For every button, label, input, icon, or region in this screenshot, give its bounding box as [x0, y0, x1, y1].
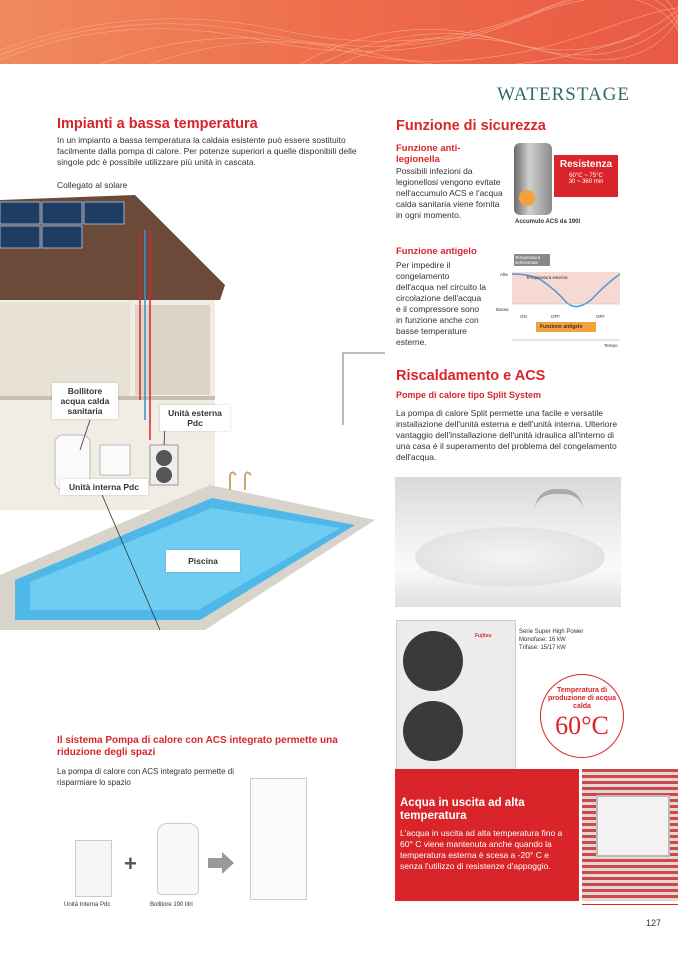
mono-label: Monofase: 16 kW	[519, 637, 566, 643]
hot-water-box	[395, 769, 579, 901]
safety-title: Funzione di sicurezza	[396, 118, 546, 134]
on-label: ON	[520, 314, 527, 319]
outdoor-unit-image	[396, 620, 516, 772]
plus-icon: +	[124, 851, 137, 876]
page-number: 127	[646, 918, 662, 928]
solar-label: Collegato al solare	[57, 180, 128, 190]
temperature-badge	[540, 674, 624, 758]
function-label: Funzione antigelo	[540, 324, 583, 330]
system-text: La pompa di calore con ACS integrato permette di risparmiare lo spazio	[57, 767, 234, 787]
heating-title: Riscaldamento e ACS	[396, 368, 546, 384]
faucet-icon	[535, 489, 583, 514]
resistance-detail-2: 30 ~ 360 min	[568, 179, 604, 185]
frost-image	[582, 769, 678, 901]
fan-top-icon	[403, 631, 463, 691]
arrow-right-icon	[208, 852, 234, 879]
series-label: Serie Super High Power	[519, 629, 584, 635]
brand-logo: WATERSTAGE	[496, 84, 630, 105]
heating-text: La pompa di calore Split permette una facile e versatile installazione dell'unità esterna e dell'unità interna. Ulteriore vantaggio dell'installazione dell'unità idraulica all'interno di una casa è il superamento del problema del congelamento dell'acqua.	[396, 408, 618, 462]
frost-panel	[596, 795, 670, 857]
unit-brand: Fujitsu	[475, 633, 492, 639]
tri-label: Trifase: 15/17 kW	[519, 645, 566, 651]
acs-tank-image	[514, 143, 552, 215]
ext-temp-label: Temperatura esterna	[526, 275, 568, 280]
antifreeze-title: Funzione antigelo	[396, 246, 477, 257]
fan-bottom-icon	[403, 701, 463, 761]
callout-pool: Piscina	[166, 550, 240, 572]
tub-basin	[415, 527, 605, 587]
antifreeze-diagram	[496, 252, 620, 350]
connector-line	[340, 350, 390, 430]
left-section-title: Impianti a bassa temperatura	[57, 116, 258, 132]
header-banner	[0, 0, 678, 64]
system-title: Il sistema Pompa di calore con ACS integrato permette una riduzione degli spazi	[57, 735, 338, 758]
anti-legionella-title: Funzione anti-legionella	[396, 143, 461, 165]
wave-pattern	[0, 0, 678, 64]
set-temp-label: Temperatura selezionata	[514, 254, 550, 266]
badge-value: 60°C	[555, 711, 609, 740]
boiler-image	[157, 823, 199, 895]
series-specs	[519, 628, 583, 652]
badge-text: Temperatura di produzione di acqua calda	[547, 687, 617, 710]
bassa-label: Bassa	[496, 307, 509, 312]
callout-external-unit: Unità esterna Pdc	[160, 405, 230, 431]
heater-icon	[519, 190, 535, 206]
product-label-boiler: Bollitore 190 litri	[150, 902, 193, 908]
off-label-2: OFF	[596, 314, 605, 319]
heating-subtitle: Pompe di calore tipo Split System	[396, 390, 542, 400]
footer-rule	[582, 904, 678, 905]
integrated-unit-image	[250, 778, 307, 900]
alta-label: Alta	[500, 272, 508, 277]
internal-unit-image	[75, 840, 112, 897]
antifreeze-text: Per impedire il congelamento dell'acqua nel circuito la circolazione dell'acqua e il compressore sono in funzione anche con basse temperature esterne.	[396, 260, 486, 347]
left-intro-text: In un impianto a bassa temperatura la caldaia esistente può essere sostituito facilmente dalla pompa di calore. Per potenze superiori a quelle disponibili delle singole pdc è possibile utilizzare più unità in cascata.	[57, 135, 357, 167]
resistance-detail-1: 60°C ~ 75°C	[569, 173, 603, 179]
bathtub-image	[395, 477, 621, 607]
tank-caption: Accumulo ACS da 190l	[515, 219, 581, 225]
callout-boiler: Bollitore acqua calda sanitaria	[52, 383, 118, 419]
resistance-title: Resistenza	[559, 159, 613, 170]
hot-water-text: L'acqua in uscita ad alta temperatura fino a 60° C viene mantenuta anche quando la temperatura esterna è scesa a -20° C e senza l'utilizzo di resistenze d'appoggio.	[400, 828, 563, 871]
anti-legionella-text: Possibili infezioni da legionellosi vengono evitate nell'accumulo ACS e l'acqua calda sanitaria viene fornita in ogni momento.	[396, 166, 503, 220]
callout-internal-unit: Unità interna Pdc	[60, 479, 148, 495]
off-label: OFF	[551, 314, 560, 319]
product-label-internal: Unità Interna Pdc	[64, 902, 111, 908]
tempo-label: Tempo	[604, 343, 618, 348]
hot-water-title: Acqua in uscita ad alta temperatura	[400, 797, 525, 822]
resistance-box	[554, 155, 618, 197]
